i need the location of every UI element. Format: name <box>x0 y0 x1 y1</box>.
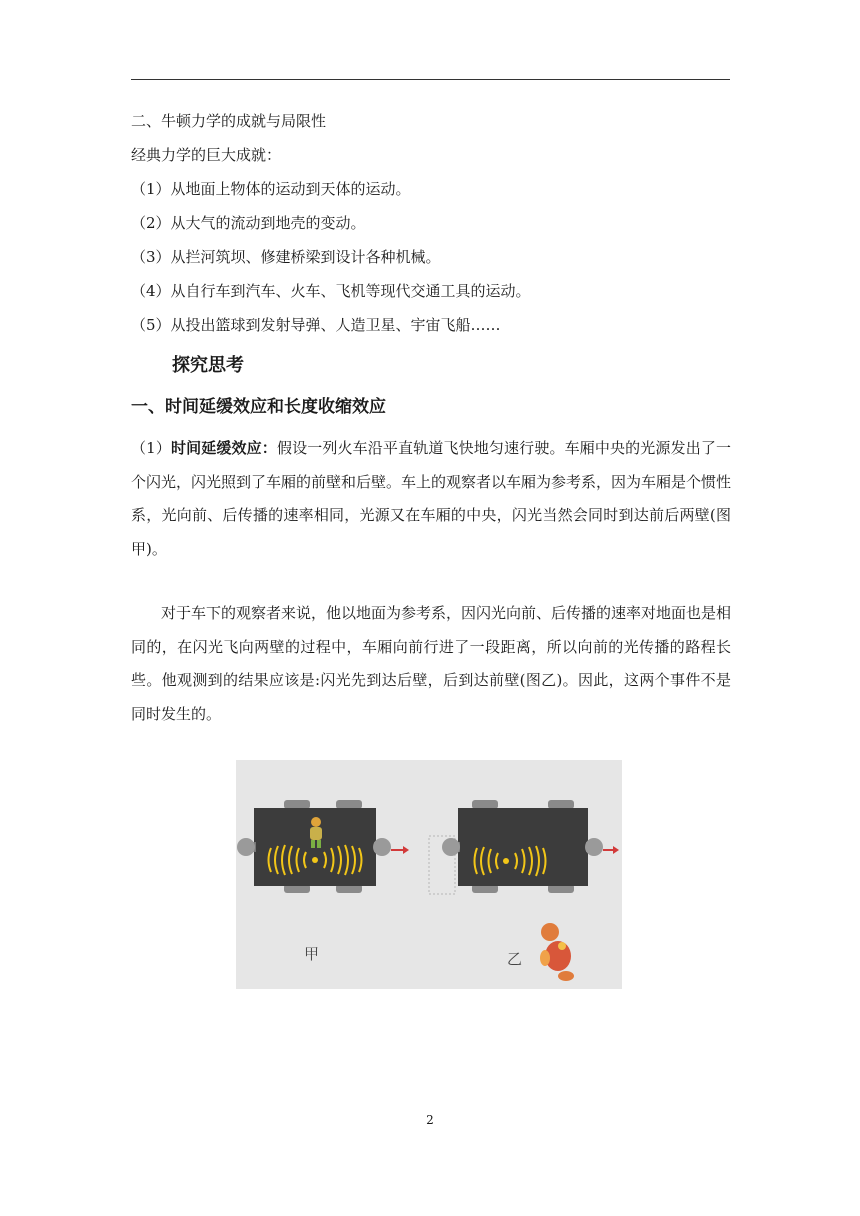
page-number: 2 <box>426 1113 434 1127</box>
achievement-item-3: （3）从拦河筑坝、修建桥梁到设计各种机械。 <box>131 248 441 266</box>
figure-label-left: 甲 <box>304 945 320 963</box>
section-title: 二、牛顿力学的成就与局限性 <box>131 112 327 130</box>
heading-time-dilation: 一、时间延缓效应和长度收缩效应 <box>131 397 386 417</box>
header-rule <box>131 79 730 80</box>
item-number: （1） <box>131 439 171 457</box>
paragraph-body: 假设一列火车沿平直轨道飞快地匀速行驶。车厢中央的光源发出了一个闪光，闪光照到了车厢的前壁和后壁。车上的观察者以车厢为参考系，因为车厢是个惯性系，光向前、后传播的速率相同，光源又在车厢的中央，闪光当然会同时到达前后两壁(图甲)。 <box>131 439 732 558</box>
paragraph-time-dilation <box>131 432 731 566</box>
train-figure <box>236 760 622 989</box>
explore-title: 探究思考 <box>172 355 244 376</box>
achievements-intro: 经典力学的巨大成就： <box>131 146 282 164</box>
achievement-item-5: （5）从投出篮球到发射导弹、人造卫星、宇宙飞船…… <box>131 316 501 334</box>
term-time-dilation: 时间延缓效应： <box>170 439 277 457</box>
achievement-item-2: （2）从大气的流动到地壳的变动。 <box>131 214 366 232</box>
achievement-item-1: （1）从地面上物体的运动到天体的运动。 <box>131 180 411 198</box>
figure-label-right: 乙 <box>507 950 523 968</box>
achievement-item-4: （4）从自行车到汽车、火车、飞机等现代交通工具的运动。 <box>131 282 531 300</box>
paragraph-ground-observer: 对于车下的观察者来说，他以地面为参考系，因闪光向前、后传播的速率对地面也是相同的，在闪光飞向两壁的过程中，车厢向前行进了一段距离，所以向前的光传播的路程长些。他观测到的结果应该是:闪光先到达后壁，后到达前壁(图乙)。因此，这两个事件不是同时发生的。 <box>131 604 732 723</box>
